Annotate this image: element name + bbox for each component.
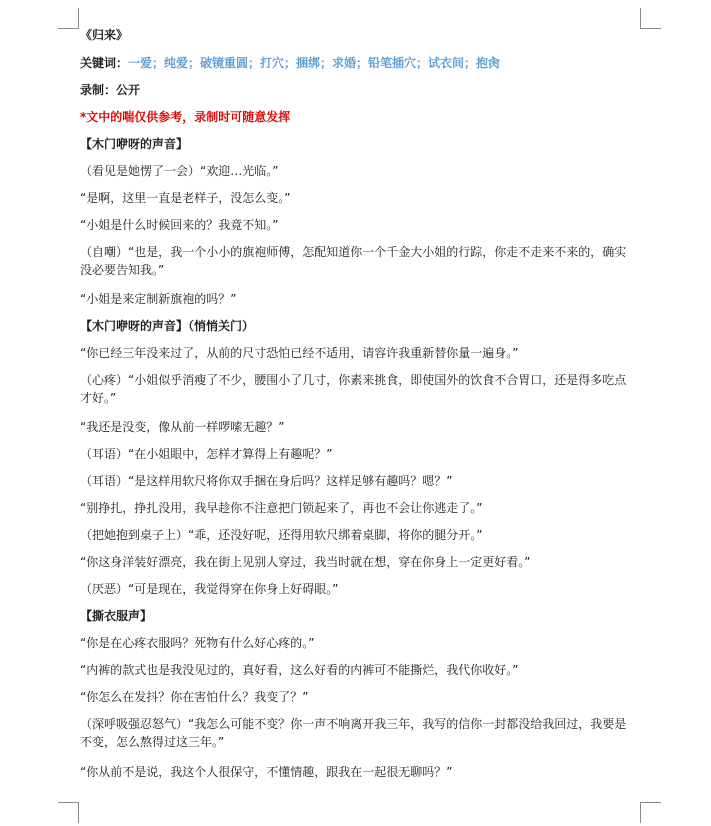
- script-line: “你从前不是说，我这个人很保守，不懂情趣，跟我在一起很无聊吗？”: [80, 765, 453, 779]
- recording-note: *文中的喘仅供参考，录制时可随意发挥: [80, 110, 291, 124]
- page-corner-mark-top-left: [58, 8, 79, 29]
- script-line: “内裤的款式也是我没见过的，真好看，这么好看的内裤可不能撕烂，我代你收好。”: [80, 663, 519, 677]
- sound-cue: 【木门咿呀的声音】: [80, 137, 189, 151]
- document-title: 《归来》: [80, 28, 129, 42]
- keywords-row: [80, 55, 500, 71]
- script-line: （心疼）“小姐似乎消瘦了不少，腰围小了几寸，你素来挑食，即使国外的饮食不合胃口，还是得多吃点才好。”: [80, 373, 627, 405]
- sound-cue: 【撕衣服声】: [80, 609, 153, 623]
- sound-cue: 【木门咿呀的声音】（悄悄关门）: [80, 319, 255, 333]
- script-line: “你怎么在发抖？你在害怕什么？我变了？”: [80, 690, 309, 704]
- script-line: “我还是没变，像从前一样啰嗦无趣？”: [80, 420, 285, 434]
- script-line: （耳语）“在小姐眼中，怎样才算得上有趣呢？”: [80, 447, 333, 461]
- record-value: 公开: [116, 83, 141, 97]
- keywords-label: 关键词：: [80, 56, 129, 70]
- keywords-value: 一爱；纯爱；破镜重圆；打穴；捆绑；求婚；铅笔插穴；试衣间；抱肏: [128, 56, 501, 70]
- page-corner-mark-top-right: [640, 8, 661, 29]
- script-line: （厌恶）“可是现在，我觉得穿在你身上好碍眼。”: [80, 582, 339, 596]
- script-line: “小姐是来定制新旗袍的吗？”: [80, 292, 237, 306]
- script-line: “别挣扎，挣扎没用，我早趁你不注意把门锁起来了，再也不会让你逃走了。”: [80, 501, 483, 515]
- script-line: “你是在心疼衣服吗？死物有什么好心疼的。”: [80, 636, 315, 650]
- script-line: （看见是她愣了一会）“欢迎…光临。”: [80, 164, 279, 178]
- page-corner-mark-bottom-right: [640, 802, 661, 823]
- script-line: （深呼吸强忍怒气）“我怎么可能不变？你一声不响离开我三年，我写的信你一封都没给我回过，我要是不变，怎么熬得过这三年。”: [80, 717, 627, 749]
- script-line: “你已经三年没来过了，从前的尺寸恐怕已经不适用，请容许我重新替你量一遍身。”: [80, 346, 519, 360]
- page-corner-mark-bottom-left: [58, 802, 79, 823]
- script-line: “小姐是什么时候回来的？我竟不知。”: [80, 218, 279, 232]
- script-line: “你这身洋装好漂亮，我在街上见别人穿过，我当时就在想，穿在你身上一定更好看。”: [80, 555, 531, 569]
- script-line: （耳语）“是这样用软尺将你双手捆在身后吗？这样足够有趣吗？嗯？”: [80, 474, 453, 488]
- record-label: 录制：: [80, 83, 117, 97]
- script-line: （把她抱到桌子上）“乖，还没好呢，还得用软尺绑着桌脚，将你的腿分开。”: [80, 528, 483, 542]
- record-row: [80, 82, 140, 98]
- script-line: “是啊，这里一直是老样子，没怎么变。”: [80, 191, 291, 205]
- script-line: （自嘲）“也是，我一个小小的旗袍师傅，怎配知道你一个千金大小姐的行踪，你走不走来不来的，确实没必要告知我。”: [80, 245, 627, 277]
